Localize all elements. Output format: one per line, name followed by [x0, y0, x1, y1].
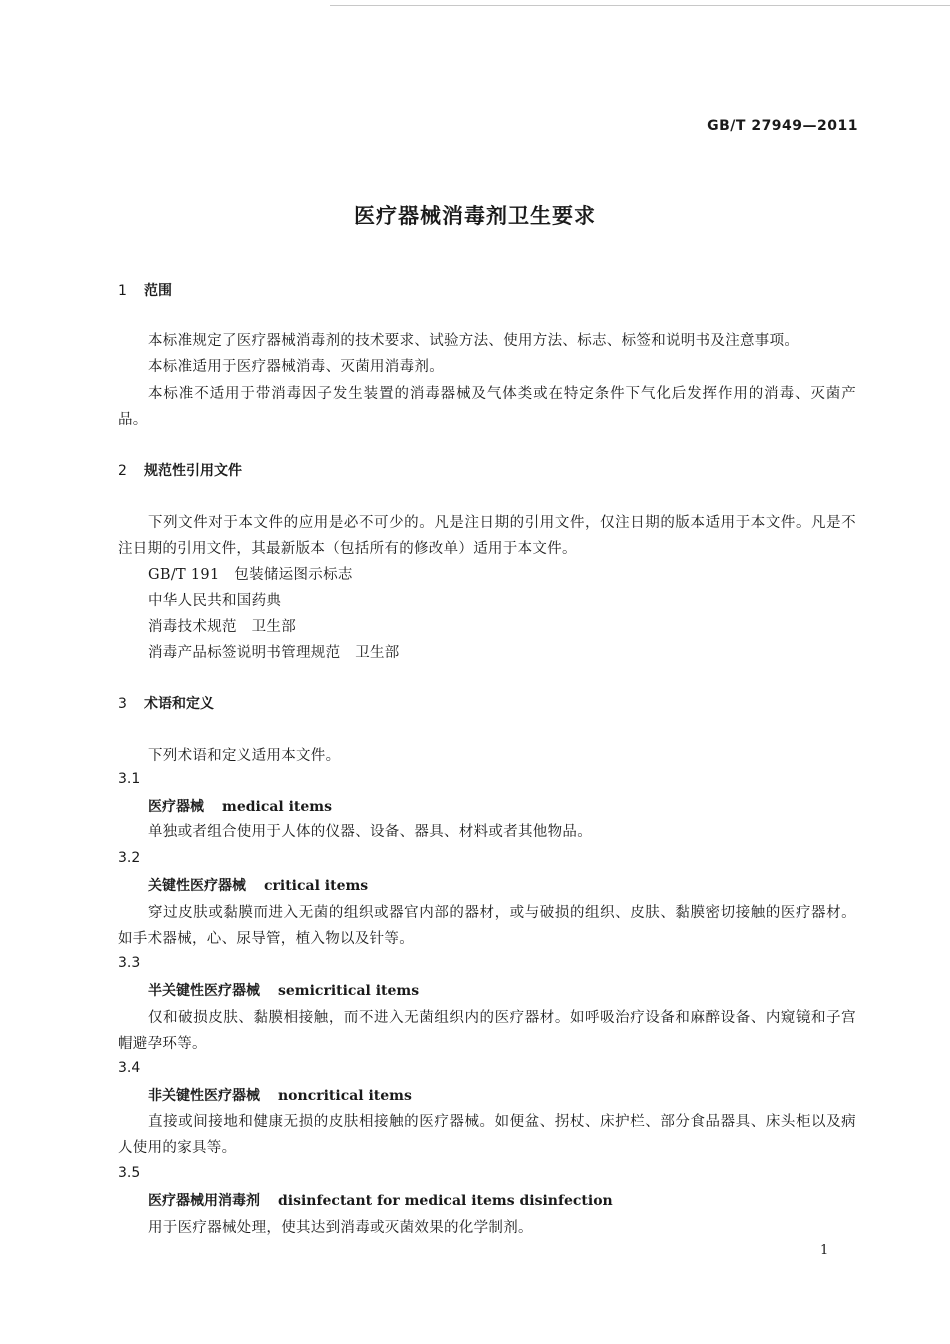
term-zh: 半关键性医疗器械	[148, 983, 260, 999]
term-number: 3.4	[118, 1060, 141, 1076]
term-zh: 医疗器械	[148, 799, 204, 815]
section-number: 1	[118, 283, 127, 299]
standard-number: GB/T 27949—2011	[707, 118, 858, 134]
document-title: 医疗器械消毒剂卫生要求	[354, 204, 596, 228]
reference-item: GB/T 191 包装储运图示标志	[148, 567, 353, 583]
paragraph: 本标准规定了医疗器械消毒剂的技术要求、试验方法、使用方法、标志、标签和说明书及注意事项。	[148, 333, 800, 349]
paragraph: 下列文件对于本文件的应用是必不可少的。凡是注日期的引用文件，仅注日期的版本适用于本文件。凡是不注日期的引用文件，其最新版本（包括所有的修改单）适用于本文件。	[118, 515, 856, 557]
term-number: 3.1	[118, 771, 141, 787]
paragraph: 下列术语和定义适用本文件。	[148, 748, 341, 764]
term-en: medical items	[222, 799, 333, 815]
term-number: 3.5	[118, 1165, 141, 1181]
term-en: critical items	[264, 878, 369, 894]
reference-item: 消毒产品标签说明书管理规范 卫生部	[148, 645, 400, 661]
term-zh: 非关键性医疗器械	[148, 1088, 260, 1104]
term-heading	[148, 875, 368, 895]
reference-item: 消毒技术规范 卫生部	[148, 619, 296, 635]
term-definition: 仅和破损皮肤、黏膜相接触，而不进入无菌组织内的医疗器材。如呼吸治疗设备和麻醉设备、内窥镜和子宫帽避孕环等。	[118, 1010, 856, 1052]
term-en: noncritical items	[278, 1088, 412, 1104]
section-2-heading	[118, 460, 242, 480]
section-number: 2	[118, 463, 127, 479]
paragraph: 本标准适用于医疗器械消毒、灭菌用消毒剂。	[148, 359, 444, 375]
term-zh: 医疗器械用消毒剂	[148, 1193, 260, 1209]
term-zh: 关键性医疗器械	[148, 878, 246, 894]
scan-edge-line	[330, 5, 950, 6]
term-number: 3.2	[118, 850, 141, 866]
term-en: disinfectant for medical items disinfection	[278, 1193, 613, 1209]
term-heading	[148, 980, 419, 1000]
term-number: 3.3	[118, 955, 141, 971]
section-title: 术语和定义	[144, 696, 214, 712]
section-1-heading	[118, 280, 172, 300]
section-number: 3	[118, 696, 127, 712]
section-3-heading	[118, 693, 214, 713]
term-definition: 直接或间接地和健康无损的皮肤相接触的医疗器械。如便盆、拐杖、床护栏、部分食品器具、床头柜以及病人使用的家具等。	[118, 1114, 856, 1156]
term-en: semicritical items	[278, 983, 420, 999]
reference-item: 中华人民共和国药典	[148, 593, 282, 609]
term-heading	[148, 796, 332, 816]
paragraph: 本标准不适用于带消毒因子发生装置的消毒器械及气体类或在特定条件下气化后发挥作用的消毒、灭菌产品。	[118, 386, 856, 428]
section-title: 规范性引用文件	[144, 463, 242, 479]
section-title: 范围	[144, 283, 172, 299]
term-definition: 单独或者组合使用于人体的仪器、设备、器具、材料或者其他物品。	[148, 824, 592, 840]
term-heading	[148, 1085, 412, 1105]
term-definition: 穿过皮肤或黏膜而进入无菌的组织或器官内部的器材，或与破损的组织、皮肤、黏膜密切接触的医疗器材。如手术器械，心、尿导管，植入物以及针等。	[118, 905, 856, 947]
term-heading	[148, 1190, 613, 1210]
term-definition: 用于医疗器械处理，使其达到消毒或灭菌效果的化学制剂。	[148, 1220, 533, 1236]
page-number: 1	[820, 1243, 829, 1258]
